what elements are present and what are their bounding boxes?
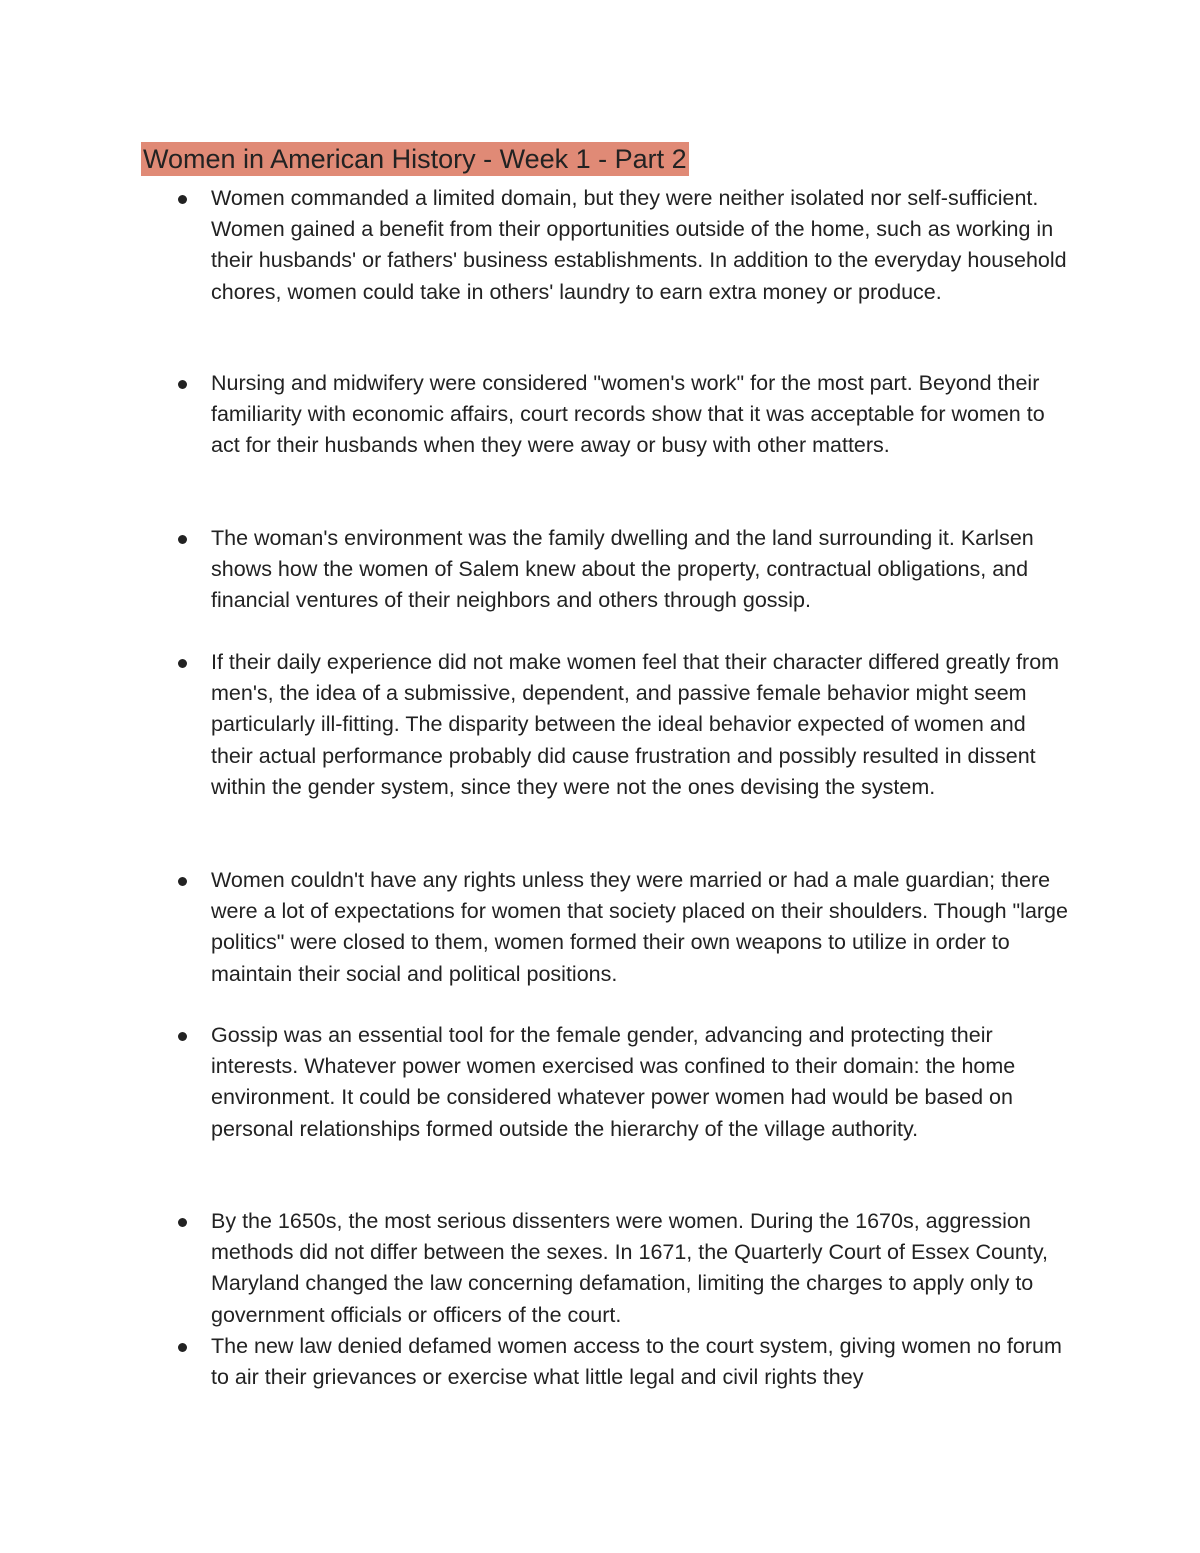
bullet-dot-icon <box>178 535 187 544</box>
bullet-text: Women couldn't have any rights unless they were married or had a male guardian; there were a lot of expectations for women that society placed on their shoulders. Though "large politics" were closed to them, women formed their own weapons to utilize in order to maintain their social and political positions. <box>211 868 1068 986</box>
bullet-dot-icon <box>178 1032 187 1041</box>
bullet-text: If their daily experience did not make women feel that their character differed greatly from men's, the idea of a submissive, dependent, and passive female behavior might seem particularly ill-fitting. The disparity between the ideal behavior expected of women and their actual performance probably did cause frustration and possibly resulted in dissent within the gender system, since they were not the ones devising the system. <box>211 650 1060 799</box>
bullet-dot-icon <box>178 1343 187 1352</box>
bullet-dot-icon <box>178 877 187 886</box>
bullet-dot-icon <box>178 195 187 204</box>
bullet-text: The new law denied defamed women access to the court system, giving women no forum to air their grievances or exercise what little legal and civil rights they <box>211 1334 1062 1390</box>
bullet-text: Gossip was an essential tool for the female gender, advancing and protecting their interests. Whatever power women exercised was confined to their domain: the home environment. It could be considered whatever power women had would be based on personal relationships formed outside the hierarchy of the village authority. <box>211 1023 1016 1141</box>
bullet-dot-icon <box>178 1218 187 1227</box>
bullet-text: The woman's environment was the family dwelling and the land surrounding it. Karlsen shows how the women of Salem knew about the property, contractual obligations, and financial ventures of their neighbors and others through gossip. <box>211 526 1034 613</box>
bullet-text: By the 1650s, the most serious dissenters were women. During the 1670s, aggression methods did not differ between the sexes. In 1671, the Quarterly Court of Essex County, Maryland changed the law concerning defamation, limiting the charges to apply only to government officials or officers of the court. <box>211 1209 1048 1327</box>
bullet-dot-icon <box>178 659 187 668</box>
bullet-dot-icon <box>178 380 187 389</box>
document-title: Women in American History - Week 1 - Part 2 <box>143 144 687 174</box>
bullet-text: Nursing and midwifery were considered "women's work" for the most part. Beyond their familiarity with economic affairs, court records show that it was acceptable for women to act for their husbands when they were away or busy with other matters. <box>211 371 1045 458</box>
bullet-text: Women commanded a limited domain, but they were neither isolated nor self-sufficient. Women gained a benefit from their opportunities outside of the home, such as working in their husbands' or fathers' business establishments. In addition to the everyday household chores, women could take in others' laundry to earn extra money or produce. <box>211 186 1067 304</box>
